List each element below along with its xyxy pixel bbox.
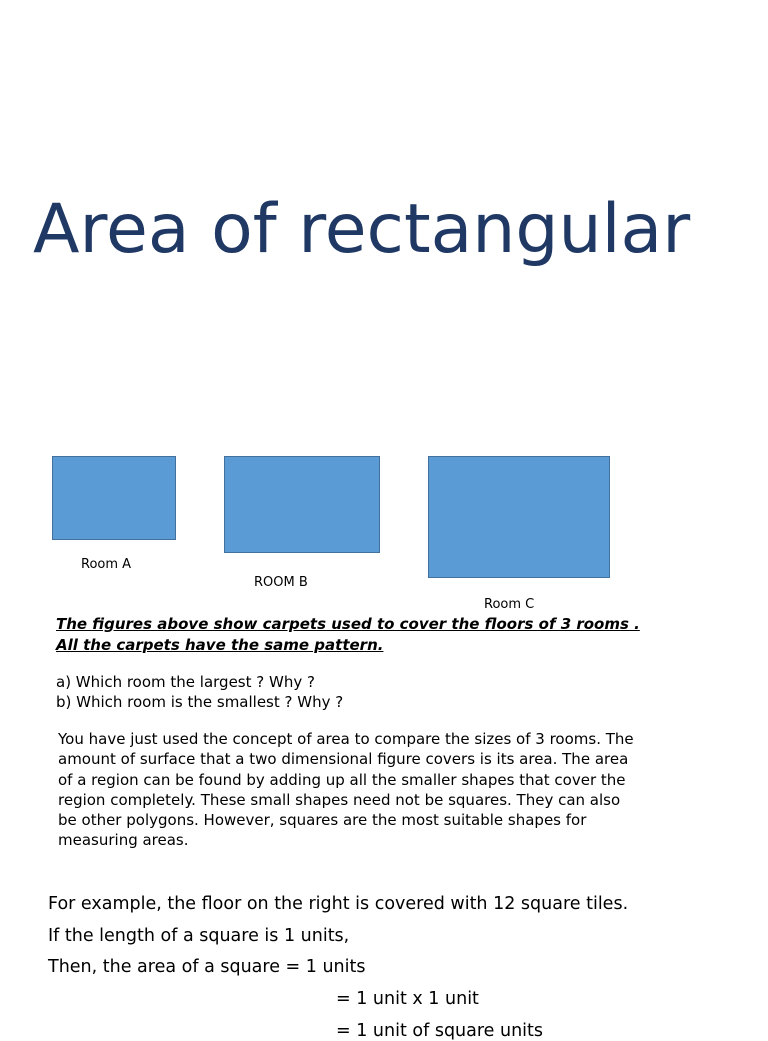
page-title: Area of rectangular bbox=[33, 190, 691, 269]
questions-list bbox=[56, 672, 343, 712]
example-line-3: Then, the area of a square = 1 units bbox=[48, 957, 366, 977]
question-a: a) Which room the largest ? Why ? bbox=[56, 673, 315, 691]
example-line-4: = 1 unit x 1 unit bbox=[336, 989, 479, 1009]
room-c-carpet bbox=[428, 456, 610, 578]
area-explanation-paragraph: You have just used the concept of area to compare the sizes of 3 rooms. The amount of surface that a two dimensional figure covers is its area. The area of a region can be found by adding up all the smaller shapes that cover the region completely. These small shapes need not be squares. They can also be other polygons. However, squares are the most suitable shapes for measuring areas. bbox=[58, 730, 634, 850]
room-a-label: Room A bbox=[81, 557, 132, 572]
question-b: b) Which room is the smallest ? Why ? bbox=[56, 693, 344, 711]
room-b-carpet bbox=[224, 456, 380, 553]
example-line-2: If the length of a square is 1 units, bbox=[48, 926, 350, 946]
example-line-5: = 1 unit of square units bbox=[336, 1021, 544, 1041]
room-a-carpet bbox=[52, 456, 176, 540]
intro-statement: The figures above show carpets used to cover the floors of 3 rooms . All the carpets have the same pattern. bbox=[56, 615, 640, 654]
example-line-1: For example, the floor on the right is covered with 12 square tiles. bbox=[48, 894, 629, 914]
room-c-label: Room C bbox=[484, 597, 535, 612]
room-b-label: ROOM B bbox=[254, 575, 308, 590]
